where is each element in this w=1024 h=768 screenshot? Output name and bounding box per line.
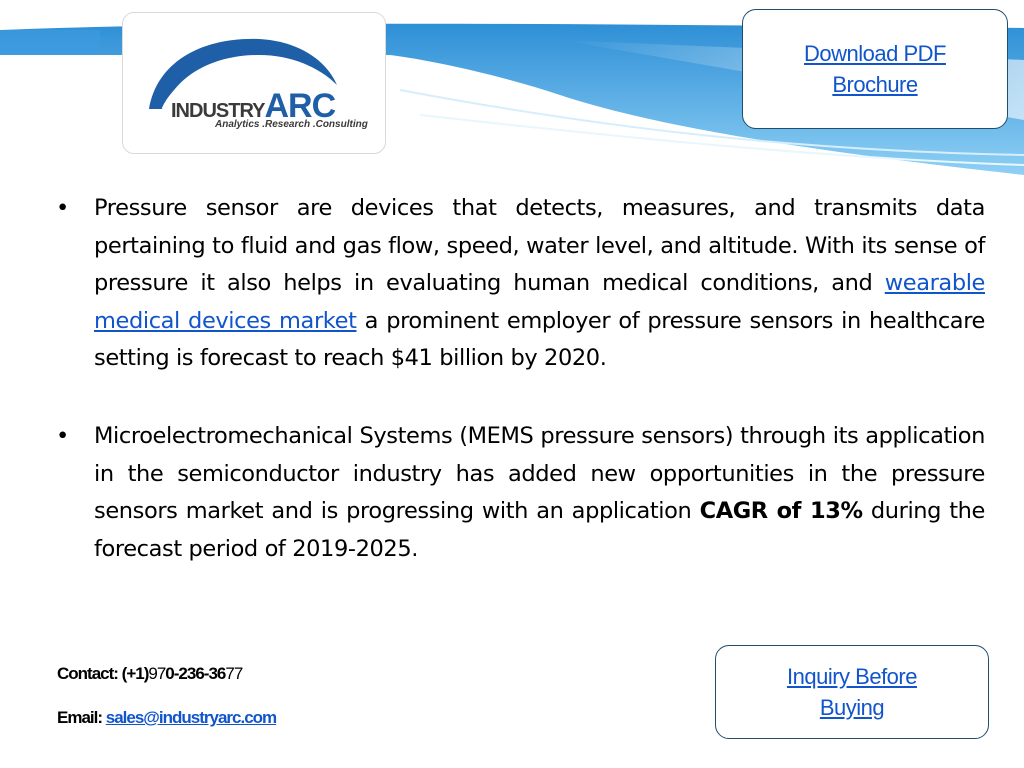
phone-part-a: 97 [148, 664, 166, 683]
email-link[interactable]: sales@industryarc.com [105, 708, 277, 727]
download-brochure-box [742, 9, 1008, 129]
phone-part-c: 77 [225, 664, 243, 683]
email-label: Email: [57, 708, 103, 727]
logo-swoosh-icon [123, 13, 385, 153]
bullet-item-1 [50, 190, 985, 378]
wearable-devices-link[interactable]: wearable medical devices market [94, 270, 985, 334]
bullet-2-text-after: during the forecast period of 2019-2025. [94, 498, 985, 562]
bullet-1-text-before: Pressure sensor are devices that detects, measures, and transmits data pertaining to fluid and gas flow, speed, water level, and altitude. With its sense of pressure it also helps in evaluating human medical conditions, and [94, 195, 985, 297]
inquiry-label-line1: Inquiry Before [787, 664, 917, 689]
contact-line [57, 664, 242, 684]
phone-part-b: 0-236-36 [165, 664, 226, 683]
download-brochure-link[interactable] [804, 38, 946, 100]
inquiry-label-line2: Buying [819, 695, 885, 720]
company-logo [122, 12, 386, 154]
logo-brand-first: INDUSTRY [171, 100, 265, 122]
inquiry-box [715, 645, 989, 739]
logo-brand-second: ARC [264, 87, 336, 125]
main-content [50, 190, 985, 568]
download-label-line1: Download PDF [804, 41, 946, 66]
bullet-2-text-before: Microelectromechanical Systems (MEMS pressure sensors) through its application in the semiconductor industry has added new opportunities in the pressure sensors market and is progressing with an application [94, 422, 985, 525]
bullet-marker: • [56, 422, 69, 449]
cagr-highlight: CAGR of 13% [699, 498, 863, 525]
logo-tagline: Analytics .Research .Consulting [215, 119, 368, 130]
contact-label: Contact: (+1) [57, 664, 149, 683]
bullet-item-2 [50, 418, 985, 568]
download-label-line2: Brochure [832, 72, 918, 97]
inquiry-before-buying-link[interactable] [787, 661, 917, 723]
bullet-1-text-after: a prominent employer of pressure sensors in healthcare setting is forecast to reach $41 billion by 2020. [94, 307, 985, 372]
email-line [57, 708, 276, 728]
bullet-marker: • [56, 195, 69, 221]
